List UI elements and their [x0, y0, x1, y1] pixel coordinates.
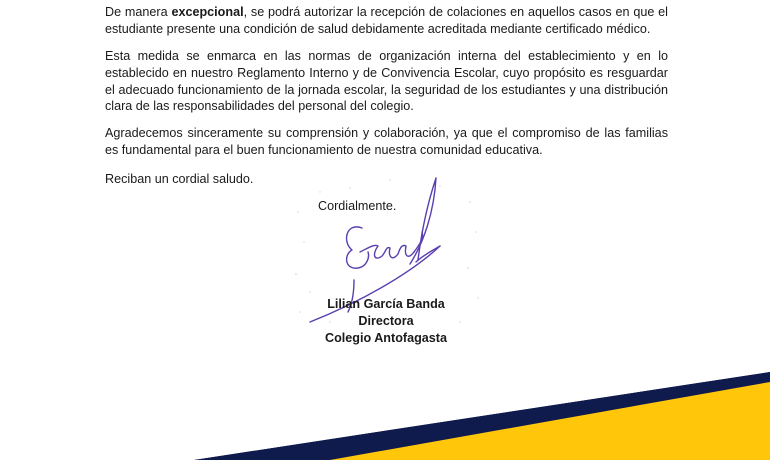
- signatory-role: Directora: [358, 314, 414, 328]
- signatory-name: Lilian García Banda: [327, 297, 445, 311]
- closing-text: Cordialmente.: [318, 199, 397, 213]
- paragraph-lead: De manera: [105, 5, 172, 19]
- paragraph-thanks: Agradecemos sinceramente su comprensión y colaboración, ya que el compromiso de las familias es fundamental para el buen funcionamiento de nuestra comunidad educativa.: [105, 126, 668, 157]
- paragraph-greeting: Reciban un cordial saludo.: [105, 172, 254, 186]
- signatory-institution: Colegio Antofagasta: [325, 331, 447, 345]
- emphasis-exceptional: excepcional: [171, 5, 244, 19]
- paragraph-regulation: Esta medida se enmarca en las normas de organización interna del establecimiento y en lo establecido en nuestro Reglamento Interno y de Convivencia Escolar, cuyo propósito es resguardar el adecuado funcionamiento de la jornada escolar, la seguridad de los estudiantes y una distribución clara de las responsabilidades del personal del colegio.: [105, 49, 668, 114]
- paragraph-rest: , se podrá autorizar la recepción de colaciones en aquellos casos en que el estudiante presente una condición de salud debidamente acreditada mediante certificado médico.: [105, 5, 668, 36]
